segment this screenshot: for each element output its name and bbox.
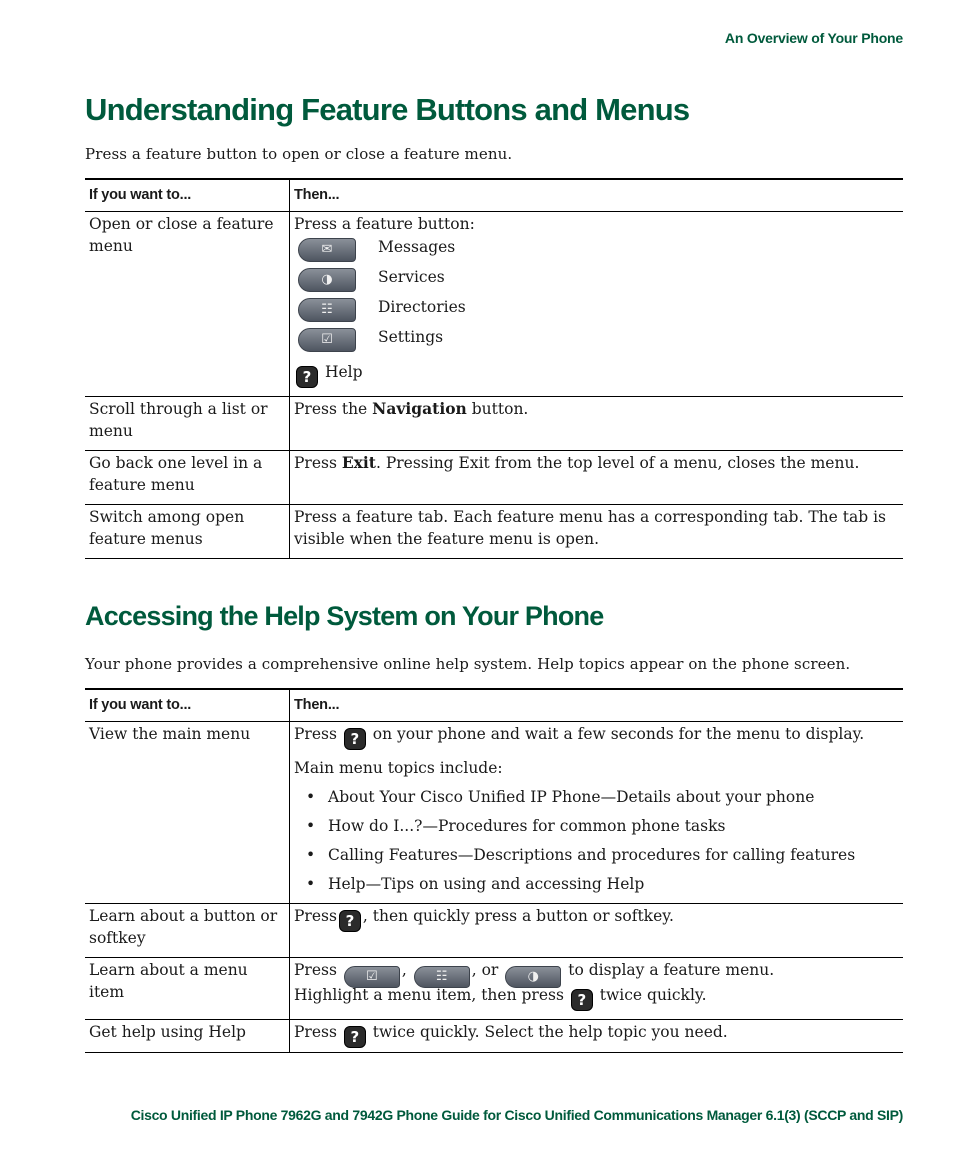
text: Press — [294, 907, 337, 925]
text: to display a feature menu. — [568, 961, 775, 979]
help-icon: ? — [296, 366, 318, 388]
text: on your phone and wait a few seconds for the menu to display. — [372, 725, 865, 743]
feature-button-services — [298, 265, 899, 295]
table-row — [85, 505, 903, 559]
text: Press — [294, 725, 337, 743]
section-intro: Press a feature button to open or close a feature menu. — [85, 145, 513, 163]
text: Highlight a menu item, then press — [294, 986, 564, 1004]
text: , or — [471, 961, 499, 979]
column-header-want: If you want to... — [85, 179, 290, 212]
help-button-line — [294, 361, 899, 388]
feature-button-directories — [298, 295, 899, 325]
section-title-help-system: Accessing the Help System on Your Phone — [85, 601, 604, 631]
row-want: Switch among open feature menus — [85, 505, 290, 559]
messages-envelope-icon: ✉ — [298, 238, 356, 262]
row-want: Scroll through a list or menu — [85, 397, 290, 451]
text: , then quickly press a button or softkey. — [362, 907, 674, 925]
navigation-term: Navigation — [372, 399, 467, 418]
text: Press — [294, 454, 342, 472]
help-icon: ? — [344, 1026, 366, 1048]
text: Press — [294, 961, 337, 979]
directories-book-icon: ☷ — [414, 966, 470, 988]
table-row — [85, 722, 903, 904]
page-footer: Cisco Unified IP Phone 7962G and 7942G Phone Guide for Cisco Unified Communications Manager 6.1(3) (SCCP and SIP) — [130, 1107, 903, 1123]
row-then — [290, 722, 904, 904]
text: Press — [294, 1023, 337, 1041]
help-icon: ? — [571, 989, 593, 1011]
row-then — [290, 212, 904, 397]
row-then-line — [294, 984, 899, 1011]
row-then: Press a feature tab. Each feature menu has a corresponding tab. The tab is visible when the feature menu is open. — [290, 505, 904, 559]
text: Press the — [294, 400, 373, 418]
settings-check-icon: ☑ — [298, 328, 356, 352]
feature-button-label: Services — [378, 268, 445, 286]
exit-term: Exit — [341, 453, 376, 472]
table-row — [85, 212, 903, 397]
row-want: Open or close a feature menu — [85, 212, 290, 397]
row-then — [290, 451, 904, 505]
list-item: • Calling Features—Descriptions and procedures for calling features — [294, 844, 899, 866]
services-globe-icon: ◑ — [505, 966, 561, 988]
column-header-want: If you want to... — [85, 689, 290, 722]
table-header-row — [85, 689, 903, 722]
text: button. — [466, 400, 529, 418]
row-want: Learn about a button or softkey — [85, 904, 290, 958]
help-icon: ? — [344, 728, 366, 750]
topics-intro: Main menu topics include: — [294, 759, 503, 777]
row-then — [290, 397, 904, 451]
feature-button-messages — [298, 235, 899, 265]
row-want: Go back one level in a feature menu — [85, 451, 290, 505]
table-row — [85, 397, 903, 451]
table-header-row — [85, 179, 903, 212]
row-want: Get help using Help — [85, 1020, 290, 1053]
help-icon: ? — [339, 910, 361, 932]
text: , — [401, 961, 407, 979]
row-then — [290, 958, 904, 1020]
section-intro: Your phone provides a comprehensive online help system. Help topics appear on the phone screen. — [85, 655, 851, 673]
row-then — [290, 904, 904, 958]
feature-button-label: Messages — [378, 238, 456, 256]
row-then-line — [294, 723, 899, 750]
row-then-intro: Press a feature button: — [294, 215, 475, 233]
feature-button-label: Settings — [378, 328, 444, 346]
table-row — [85, 904, 903, 958]
topics-list — [294, 786, 899, 895]
row-want: View the main menu — [85, 722, 290, 904]
text: . Pressing Exit from the top level of a menu, closes the menu. — [375, 454, 860, 472]
help-system-table — [85, 688, 903, 1053]
feature-buttons-table — [85, 178, 903, 559]
row-then — [290, 1020, 904, 1053]
column-header-then: Then... — [290, 179, 904, 212]
list-item: • Help—Tips on using and accessing Help — [294, 873, 899, 895]
feature-button-label: Directories — [378, 298, 466, 316]
list-item: • How do I...?—Procedures for common phone tasks — [294, 815, 899, 837]
settings-check-icon: ☑ — [344, 966, 400, 988]
column-header-then: Then... — [290, 689, 904, 722]
table-row — [85, 958, 903, 1020]
table-row — [85, 1020, 903, 1053]
feature-button-settings — [298, 325, 899, 355]
row-want: Learn about a menu item — [85, 958, 290, 1020]
table-row — [85, 451, 903, 505]
text: twice quickly. Select the help topic you need. — [372, 1023, 728, 1041]
services-globe-icon: ◑ — [298, 268, 356, 292]
list-item: • About Your Cisco Unified IP Phone—Details about your phone — [294, 786, 899, 808]
directories-book-icon: ☷ — [298, 298, 356, 322]
text: twice quickly. — [599, 986, 707, 1004]
section-title-feature-buttons: Understanding Feature Buttons and Menus — [85, 92, 690, 127]
running-header: An Overview of Your Phone — [724, 30, 903, 46]
help-label: Help — [324, 363, 363, 381]
